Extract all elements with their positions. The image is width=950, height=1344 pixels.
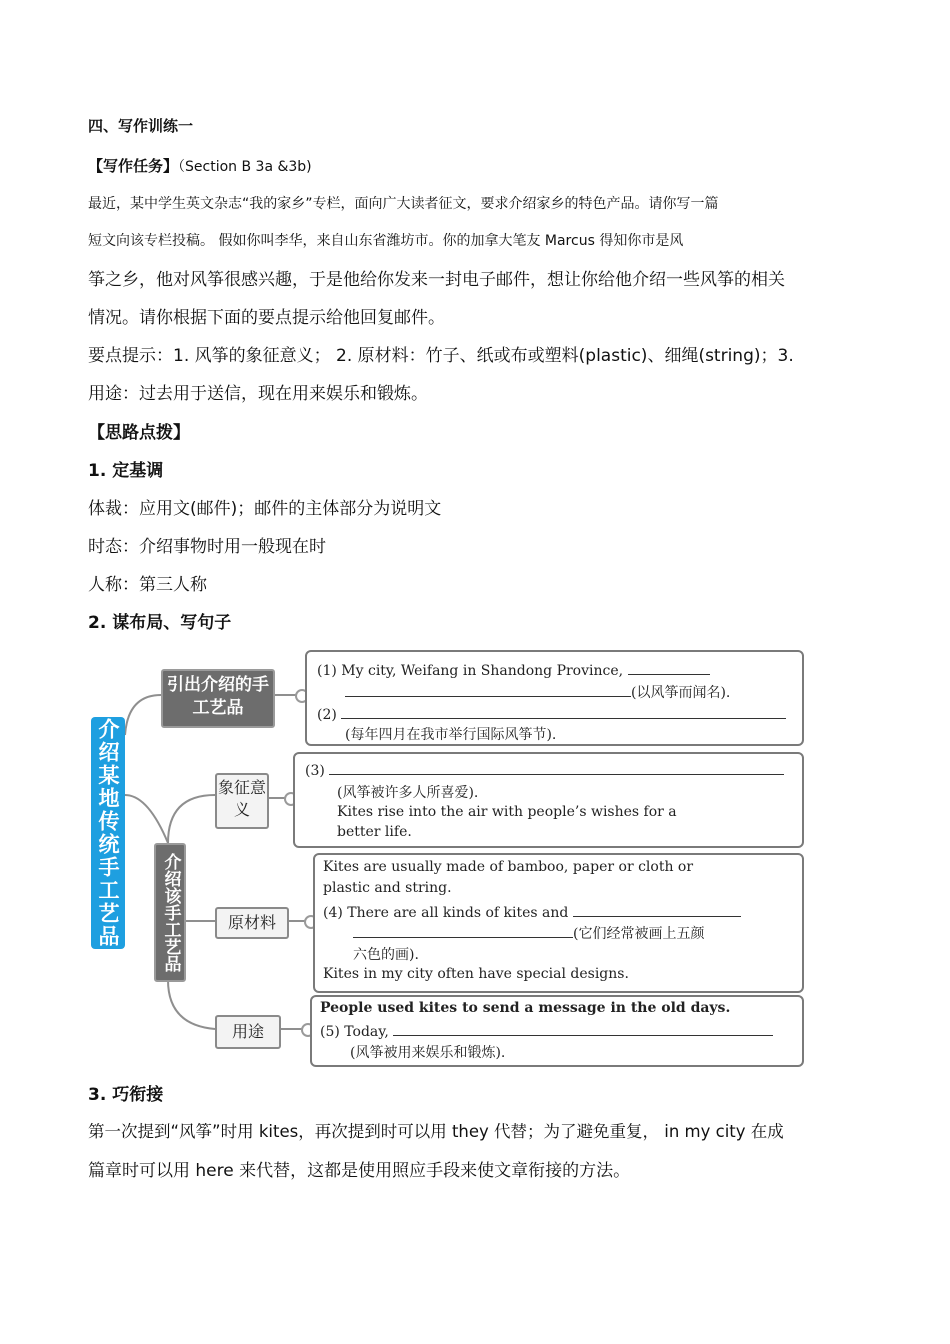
root-node: 介绍某地传统手工艺品 [91,717,125,949]
sentence-5: (5) Today, [320,1024,389,1040]
material-text: Kites are usually made of bamboo, paper or cloth or [323,859,694,875]
material-text: Kites in my city often have special designs. [323,966,629,982]
task-para-line: 情况。请你根据下面的要点提示给他回复邮件。 [88,308,445,328]
guide-label: 【思路点拨】 [88,423,190,443]
tense-line: 时态：介绍事物时用一般现在时 [88,537,326,557]
sentence-2: (2) [317,707,337,723]
use-sentences-box [310,995,804,1067]
sentence-4: (4) There are all kinds of kites and [323,905,569,921]
cohesion-line: 第一次提到“风筝”时用 kites，再次提到时可以用 they 代替；为了避免重复， in my city 在成 [88,1122,784,1141]
symbol-text: better life. [337,824,412,840]
person-line: 人称：第三人称 [88,575,207,595]
use-text: People used kites to send a message in the old days. [320,1000,731,1016]
task-heading [88,155,312,176]
hint-4-cont: 六色的画). [353,947,419,963]
sentence-1: (1) My city, Weifang in Shandong Province, [317,663,624,679]
hint-4: (它们经常被画上五颜 [573,926,705,942]
task-para-line: 最近，某中学生英文杂志“我的家乡”专栏，面向广大读者征文，要求介绍家乡的特色产品。请你写一篇 [88,196,719,212]
mind-map [88,645,813,1075]
symbol-node: 象征意义 [215,773,269,829]
task-note: （Section B 3a &3b) [178,159,312,175]
material-sentences-box [313,853,804,993]
task-para-line: 短文向该专栏投稿。 假如你叫李华，来自山东省潍坊市。你的加拿大笔友 Marcus 得知你市是风 [88,233,684,249]
branch-intro-node: 引出介绍的手工艺品 [161,669,275,728]
material-node: 原材料 [215,907,289,939]
step1-title: 1. 定基调 [88,461,164,481]
hint-1: (以风筝而闻名). [631,685,731,701]
key-points-line: 要点提示：1. 风筝的象征意义； 2. 原材料：竹子、纸或布或塑料(plastic)、细绳(string)；3. [88,346,794,366]
branch-detail-node: 介绍该手工艺品 [154,843,186,982]
symbol-sentences-box [293,752,804,848]
hint-2: (每年四月在我市举行国际风筝节). [345,727,557,743]
intro-sentences-box [305,650,804,746]
sentence-3: (3) [305,763,325,779]
use-node: 用途 [215,1015,281,1049]
hint-3: (风筝被许多人所喜爱). [337,785,479,801]
step2-title: 2. 谋布局、写句子 [88,613,232,633]
genre-line: 体裁：应用文(邮件)；邮件的主体部分为说明文 [88,499,442,519]
material-text: plastic and string. [323,880,452,896]
hint-5: (风筝被用来娱乐和锻炼). [350,1045,506,1061]
key-points-line: 用途：过去用于送信，现在用来娱乐和锻炼。 [88,384,428,404]
section-title: 四、写作训练一 [88,117,194,135]
step3-title: 3. 巧衔接 [88,1085,164,1105]
task-label: 【写作任务】 [88,157,179,175]
task-para-line: 筝之乡，他对风筝很感兴趣，于是他给你发来一封电子邮件，想让你给他介绍一些风筝的相关 [88,270,785,290]
symbol-text: Kites rise into the air with people’s wishes for a [337,804,677,820]
cohesion-line: 篇章时可以用 here 来代替，这都是使用照应手段来使文章衔接的方法。 [88,1161,631,1181]
